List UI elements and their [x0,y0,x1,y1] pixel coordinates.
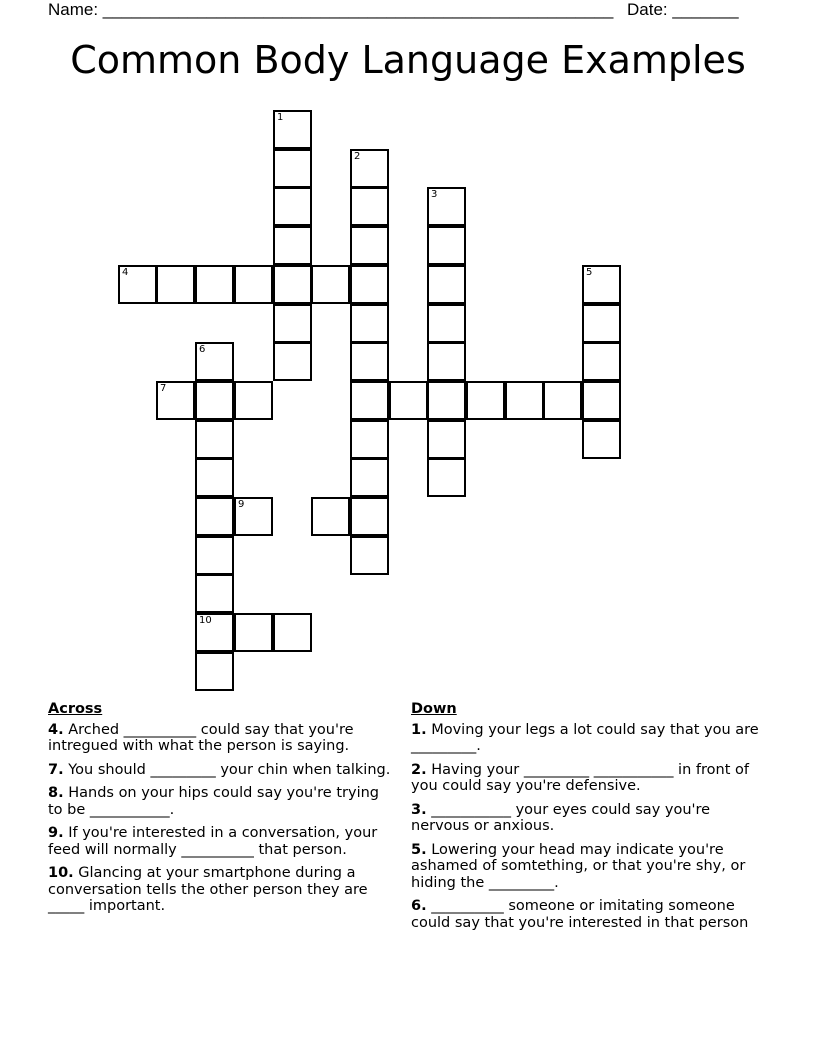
crossword-cell[interactable] [350,265,389,304]
across-heading: Across [48,701,103,717]
crossword-cell[interactable] [582,420,621,459]
clue-down-3 [411,802,766,835]
clue-number: 7. [48,761,64,778]
clue-number: 6. [411,898,427,914]
crossword-cell[interactable] [195,265,234,304]
crossword-cell[interactable] [350,381,389,420]
page-title: Common Body Language Examples [70,38,746,82]
clue-text: Glancing at your smartphone during a conversation tells the other person they are _____ important. [48,865,368,914]
cell-number: 1 [277,112,284,123]
clue-number: 4. [48,721,64,738]
down-heading: Down [411,701,457,717]
crossword-cell[interactable] [582,265,621,304]
crossword-cell[interactable] [427,458,466,497]
crossword-cell[interactable] [427,265,466,304]
crossword-cell[interactable] [389,381,428,420]
clue-down-5 [411,842,766,892]
crossword-cell[interactable] [350,420,389,459]
crossword-cell[interactable] [505,381,544,420]
crossword-cell[interactable] [195,381,234,420]
cell-number: 3 [431,189,438,200]
crossword-cell[interactable] [273,342,312,381]
cell-number: 9 [238,499,245,510]
clue-text: If you're interested in a conversation, your feed will normally __________ that person. [48,825,378,858]
clue-number: 8. [48,785,64,801]
crossword-cell[interactable] [582,342,621,381]
crossword-cell[interactable] [311,265,350,304]
crossword-cell[interactable] [350,187,389,226]
crossword-cell[interactable] [350,226,389,265]
cell-number: 4 [122,267,129,278]
crossword-cell[interactable] [427,304,466,343]
crossword-cell[interactable] [195,574,234,613]
crossword-cell[interactable] [195,536,234,575]
clue-down-2 [411,762,766,795]
clue-number: 10. [48,865,74,881]
clue-across-10 [48,865,393,915]
crossword-cell[interactable] [350,536,389,575]
crossword-cell[interactable] [582,381,621,420]
crossword-cell[interactable] [195,613,234,652]
crossword-cell[interactable] [234,381,273,420]
crossword-cell[interactable] [195,420,234,459]
crossword-cell[interactable] [543,381,582,420]
crossword-cell[interactable] [195,652,234,691]
crossword-cell[interactable] [234,497,273,536]
crossword-cell[interactable] [118,265,157,304]
clue-down-6 [411,898,766,931]
clue-across-4 [48,722,393,755]
crossword-cell[interactable] [427,187,466,226]
clue-number: 1. [411,721,427,738]
crossword-cell[interactable] [350,342,389,381]
clue-number: 2. [411,761,427,778]
cell-number: 7 [160,383,167,394]
crossword-cell[interactable] [273,304,312,343]
crossword-cell[interactable] [273,226,312,265]
down-clues [411,701,766,938]
clue-text: ___________ your eyes could say you're nervous or anxious. [411,801,711,834]
clue-text: Lowering your head may indicate you're ashamed of somtething, or that you're shy, or hiding the _________. [411,841,746,891]
crossword-cell[interactable] [273,149,312,188]
crossword-cell[interactable] [427,381,466,420]
clue-text: Having your _________ ___________ in front of you could say you're defensive. [411,761,749,794]
crossword-cell[interactable] [273,110,312,149]
cell-number: 2 [354,151,361,162]
cell-number: 5 [586,267,593,278]
clue-text: You should _________ your chin when talking. [68,761,391,778]
crossword-cell[interactable] [582,304,621,343]
crossword-cell[interactable] [350,304,389,343]
across-clues [48,701,393,922]
crossword-cell[interactable] [156,265,195,304]
crossword-cell[interactable] [273,187,312,226]
clue-down-1 [411,722,766,755]
crossword-cell[interactable] [234,265,273,304]
crossword-cell[interactable] [350,149,389,188]
crossword-cell[interactable] [195,458,234,497]
date-field-label: Date: _______ [627,0,739,19]
crossword-cell[interactable] [350,497,389,536]
crossword-cell[interactable] [427,342,466,381]
crossword-cell[interactable] [273,613,312,652]
clue-text: Hands on your hips could say you're trying to be ___________. [48,785,379,818]
clue-text: Arched __________ could say that you're intregued with what the person is saying. [48,721,354,754]
crossword-cell[interactable] [195,497,234,536]
crossword-cell[interactable] [273,265,312,304]
clue-number: 9. [48,825,64,841]
crossword-cell[interactable] [350,458,389,497]
clue-across-8 [48,785,393,818]
cell-number: 10 [199,615,212,626]
crossword-cell[interactable] [311,497,350,536]
clue-number: 3. [411,801,427,818]
name-field-label: Name: ______________________________________________________ [48,0,614,19]
crossword-cell[interactable] [156,381,195,420]
clue-number: 5. [411,841,427,858]
clue-text: __________ someone or imitating someone could say that you're interested in that person [411,898,749,931]
clue-across-9 [48,825,393,858]
crossword-cell[interactable] [427,226,466,265]
crossword-cell[interactable] [427,420,466,459]
cell-number: 6 [199,344,206,355]
clue-across-7 [48,762,393,779]
crossword-cell[interactable] [195,342,234,381]
clue-text: Moving your legs a lot could say that you are _________. [411,721,759,754]
crossword-cell[interactable] [234,613,273,652]
crossword-cell[interactable] [466,381,505,420]
